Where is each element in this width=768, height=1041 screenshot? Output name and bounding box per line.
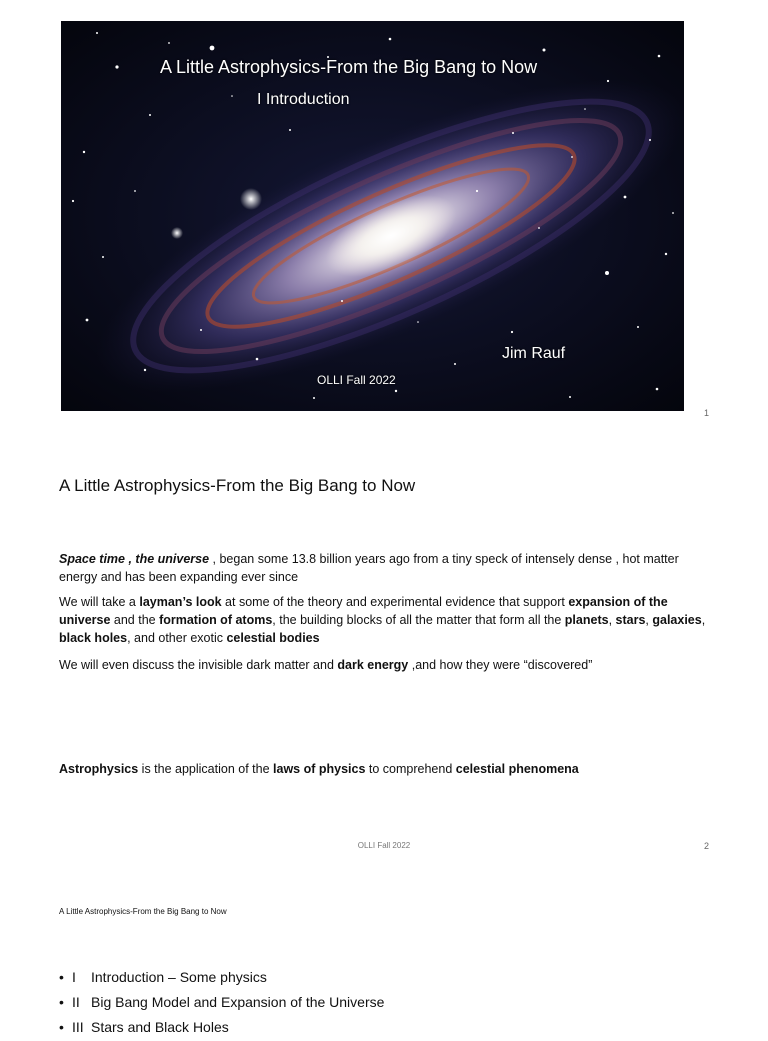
paragraph-astrophysics-definition <box>59 760 709 778</box>
text-span: We will even discuss the invisible dark matter and <box>59 658 338 672</box>
text-span: , and other exotic <box>127 631 227 645</box>
section-number: II <box>72 994 80 1010</box>
text-span: at some of the theory and experimental evidence that support <box>221 595 569 609</box>
emphasis-galaxies: galaxies <box>652 613 702 627</box>
list-item <box>59 1016 384 1041</box>
section-title: Introduction – Some physics <box>91 969 267 985</box>
text-span: , <box>701 613 706 627</box>
bullet-icon: • <box>59 1019 64 1035</box>
section-title: Stars and Black Holes <box>91 1019 229 1035</box>
emphasis-dark-energy: dark energy <box>337 658 409 672</box>
text-span: , the building blocks of all the matter that form all the <box>272 613 565 627</box>
galaxy-image <box>61 21 684 411</box>
slide1-footer: OLLI Fall 2022 <box>317 373 396 387</box>
galaxy-illustration <box>61 21 684 411</box>
emphasis-stars: stars <box>615 613 646 627</box>
list-item <box>59 966 384 991</box>
paragraph-dark-energy <box>59 656 709 674</box>
section-number: III <box>72 1019 84 1035</box>
emphasis-celestial-bodies: celestial bodies <box>226 631 320 645</box>
emphasis-black-holes: black holes <box>59 631 128 645</box>
slide1-author: Jim Rauf <box>502 345 566 362</box>
section-number: I <box>72 969 76 985</box>
slide3-title: A Little Astrophysics-From the Big Bang to Now <box>59 907 227 916</box>
emphasis-astrophysics: Astrophysics <box>59 762 139 776</box>
slide1-title: A Little Astrophysics-From the Big Bang to Now <box>160 57 538 77</box>
bullet-icon: • <box>59 994 64 1010</box>
emphasis-celestial-phenomena: celestial phenomena <box>455 762 579 776</box>
text-span: ,and how they were “discovered” <box>408 658 593 672</box>
emphasis-space-time: Space time , the universe <box>59 552 210 566</box>
text-span: and the <box>110 613 160 627</box>
text-span: We will take a <box>59 595 140 609</box>
paragraph-laymans-look <box>59 593 709 647</box>
slide1-subtitle: I Introduction <box>257 91 350 108</box>
slide1-page-number: 1 <box>704 408 710 418</box>
section-title: Big Bang Model and Expansion of the Universe <box>91 994 385 1010</box>
slide2-footer: OLLI Fall 2022 <box>357 841 411 850</box>
bullet-icon: • <box>59 969 64 985</box>
emphasis-planets: planets <box>564 613 609 627</box>
agenda-list <box>59 966 384 1041</box>
emphasis-atoms: formation of atoms <box>159 613 273 627</box>
paragraph-space-time <box>59 550 709 586</box>
slide2-page-number: 2 <box>704 841 710 851</box>
text-span: to comprehend <box>365 762 456 776</box>
slide2-title: A Little Astrophysics-From the Big Bang to Now <box>59 476 416 495</box>
text-span: , <box>645 613 653 627</box>
emphasis-expansion: expansion of the universe <box>59 595 668 627</box>
list-item <box>59 991 384 1016</box>
emphasis-laws-of-physics: laws of physics <box>273 762 366 776</box>
text-span: is the application of the <box>138 762 274 776</box>
text-span: , began some 13.8 billion years ago from a tiny speck of intensely dense , hot matter energy and has been expanding ever since <box>59 552 679 584</box>
emphasis-laymans-look: layman’s look <box>139 595 222 609</box>
text-span: , <box>608 613 616 627</box>
